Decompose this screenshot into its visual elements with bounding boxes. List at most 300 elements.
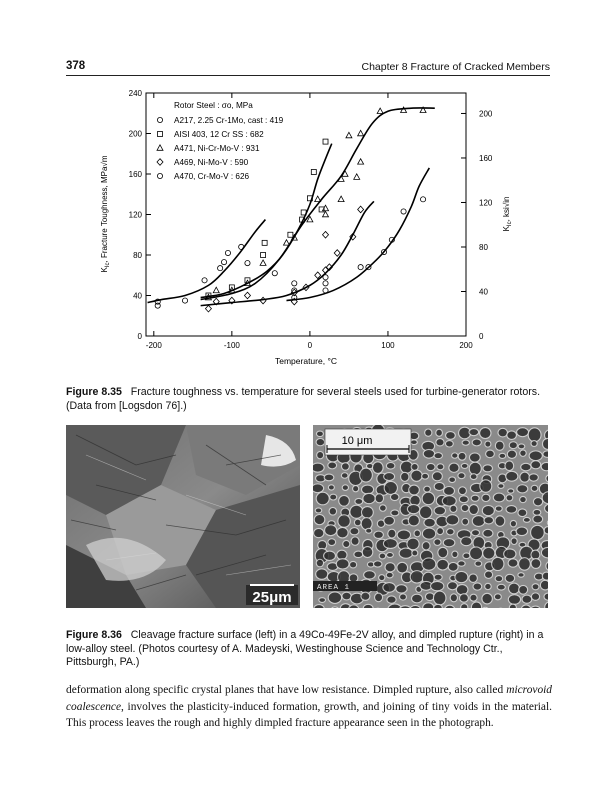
dimpled-rupture-photo xyxy=(313,425,548,608)
dimple xyxy=(497,584,505,590)
left-photo-scale: 25μm xyxy=(252,589,292,606)
dimple xyxy=(483,465,493,472)
cleavage-fracture-photo xyxy=(66,425,300,608)
data-point-series-3 xyxy=(283,240,289,246)
dimple xyxy=(386,462,395,469)
dimple xyxy=(443,539,455,547)
dimple xyxy=(408,515,419,526)
body-text-emphasis: microvoid coalescence xyxy=(66,684,552,713)
dimple xyxy=(361,592,370,600)
dimple xyxy=(317,451,324,458)
data-point-series-3 xyxy=(346,132,352,138)
dimple xyxy=(363,493,375,503)
dimple xyxy=(533,509,541,515)
dimple xyxy=(531,525,545,539)
dimple xyxy=(412,550,418,556)
dimple xyxy=(461,537,472,546)
dimple xyxy=(422,492,434,504)
figure-8-36-caption xyxy=(66,629,552,670)
dimple xyxy=(499,453,506,458)
data-point-series-4 xyxy=(323,231,329,238)
dimple xyxy=(470,547,483,560)
dimple xyxy=(432,472,442,481)
dimple xyxy=(438,547,448,557)
dimple xyxy=(505,574,514,582)
dimple xyxy=(407,504,419,513)
dimple xyxy=(434,539,441,546)
dimple xyxy=(314,514,325,524)
dimple xyxy=(341,463,349,470)
dimple xyxy=(383,539,397,549)
dimple xyxy=(461,604,468,608)
figure-8-35-text: Fracture toughness vs. temperature for several steels used for turbine-generator rotors. (Data from [Logsdon 76].) xyxy=(66,386,541,412)
dimple xyxy=(407,538,419,550)
data-point-series-5 xyxy=(292,281,297,286)
dimple xyxy=(508,595,520,605)
dimple xyxy=(518,573,524,578)
dimple xyxy=(387,596,396,603)
data-point-series-5 xyxy=(323,281,328,286)
dimple xyxy=(391,510,399,516)
dimple xyxy=(330,494,337,500)
dimple xyxy=(319,598,326,603)
data-point-series-5 xyxy=(420,197,425,202)
data-point-series-2 xyxy=(323,139,328,144)
data-point-series-3 xyxy=(315,196,321,202)
dimple xyxy=(483,529,493,537)
dimple xyxy=(444,487,455,496)
dimple xyxy=(316,559,323,567)
dimple xyxy=(342,485,348,491)
dimple xyxy=(409,485,420,495)
dimple xyxy=(480,428,491,439)
data-point-series-5 xyxy=(323,275,328,280)
dimple xyxy=(508,559,518,567)
legend-marker-3 xyxy=(157,145,163,151)
legend-entry-3: A471, Ni-Cr-Mo-V : 931 xyxy=(174,144,260,153)
data-point-series-5 xyxy=(323,288,328,293)
dimple xyxy=(354,519,361,526)
legend-entry-5: A470, Cr-Mo-V : 626 xyxy=(174,172,250,181)
data-point-series-1 xyxy=(218,266,223,271)
dimple xyxy=(379,553,386,559)
dimple xyxy=(316,492,329,505)
y-tick-label-right: 0 xyxy=(479,332,484,341)
dimple xyxy=(360,468,373,482)
dimple xyxy=(492,557,504,570)
dimple xyxy=(506,471,518,481)
dimple xyxy=(455,571,468,582)
legend-entry-2: AISI 403, 12 Cr SS : 682 xyxy=(174,130,264,139)
dimple xyxy=(411,470,422,481)
dimple xyxy=(495,441,504,450)
legend-entry-1: A217, 2.25 Cr-1Mo, cast : 419 xyxy=(174,116,284,125)
dimple xyxy=(387,553,394,558)
y-tick-label-right: 40 xyxy=(479,287,488,297)
dimple xyxy=(482,593,492,604)
dimple xyxy=(452,551,458,557)
dimple xyxy=(436,439,444,446)
dimple xyxy=(425,429,432,436)
dimple xyxy=(351,537,359,545)
dimple xyxy=(509,442,517,449)
y-tick-label: 40 xyxy=(133,291,142,301)
dimple xyxy=(498,484,504,489)
dimple xyxy=(447,529,455,535)
dimple xyxy=(495,516,505,527)
page-number: 378 xyxy=(66,60,86,72)
legend-marker-1 xyxy=(157,117,162,122)
dimple xyxy=(314,528,324,537)
data-point-series-1 xyxy=(221,259,226,264)
dimple xyxy=(363,604,373,608)
fracture-toughness-chart xyxy=(0,0,613,380)
dimple xyxy=(482,505,494,515)
dimple xyxy=(504,549,516,559)
x-axis-label: Temperature, °C xyxy=(275,356,337,366)
dimple xyxy=(506,495,513,501)
dimple xyxy=(458,452,466,460)
dimple xyxy=(485,583,492,589)
dimple xyxy=(448,562,458,571)
dimple xyxy=(412,594,423,603)
dimple xyxy=(506,506,517,514)
dimple xyxy=(469,453,480,462)
dimple xyxy=(543,451,548,458)
dimple xyxy=(507,431,517,439)
dimple xyxy=(456,585,468,595)
y-tick-label: 120 xyxy=(128,210,142,220)
dimple xyxy=(511,538,517,545)
x-tick-label: -100 xyxy=(223,341,240,350)
dimple xyxy=(462,440,469,445)
body-text-part-2: , involves the plasticity-induced formation, growth, and joining of tiny voids in the material. This process leaves the rough and highly dimpled fracture appearance seen in the photograph. xyxy=(66,700,552,729)
dimple xyxy=(452,453,458,458)
dimple xyxy=(509,604,516,608)
data-point-series-4 xyxy=(358,206,364,213)
dimple xyxy=(493,493,504,502)
dimple xyxy=(495,506,502,511)
data-point-series-3 xyxy=(377,108,383,114)
dimple xyxy=(362,547,373,558)
dimple xyxy=(375,593,383,602)
dimple xyxy=(437,559,449,570)
data-point-series-1 xyxy=(272,271,277,276)
dimple xyxy=(361,518,372,530)
dimple xyxy=(540,580,548,590)
y-tick-label: 200 xyxy=(128,129,142,139)
dimple xyxy=(422,558,436,570)
legend-entry-4: A469, Ni-Mo-V : 590 xyxy=(174,158,249,167)
dimple xyxy=(364,571,376,579)
x-tick-label: -200 xyxy=(145,341,162,350)
dimple xyxy=(316,439,325,446)
dimple xyxy=(516,527,528,536)
dimple xyxy=(459,594,468,602)
dimple xyxy=(475,561,482,566)
dimple xyxy=(431,581,444,590)
dimple xyxy=(461,463,468,468)
dimple xyxy=(484,517,494,524)
data-point-series-3 xyxy=(260,260,266,266)
sem-area-label: AREA 1 xyxy=(317,584,351,592)
dimple xyxy=(507,450,516,458)
dimple xyxy=(469,462,481,475)
body-paragraph xyxy=(66,682,552,732)
dimple xyxy=(472,530,480,536)
data-point-series-2 xyxy=(262,240,267,245)
dimple xyxy=(337,527,348,537)
y-tick-label-right: 160 xyxy=(479,153,493,163)
dimple xyxy=(339,495,350,506)
dimple xyxy=(325,525,337,536)
data-point-series-5 xyxy=(358,265,363,270)
dimple xyxy=(341,473,348,479)
y-tick-label-right: 120 xyxy=(479,198,493,208)
dimple xyxy=(343,540,350,547)
dimple xyxy=(542,438,548,449)
dimple xyxy=(470,594,477,601)
dimple xyxy=(350,528,359,535)
dimple xyxy=(495,576,503,582)
y-axis-label: $K_{Ic}$, Fracture Toughness, MPa√m xyxy=(100,155,111,273)
data-point-series-2 xyxy=(288,232,293,237)
dimple xyxy=(422,528,435,539)
dimple xyxy=(533,515,543,523)
legend-marker-5 xyxy=(157,173,162,178)
dimple xyxy=(449,477,456,483)
dimple xyxy=(411,440,418,445)
dimple xyxy=(520,496,527,502)
dimple xyxy=(313,463,324,472)
dimple xyxy=(446,432,456,440)
dimple xyxy=(379,505,386,511)
dimple xyxy=(541,462,548,470)
legend-title: Rotor Steel : σo, MPa xyxy=(174,101,253,110)
dimple xyxy=(469,505,478,515)
dimple xyxy=(434,604,443,608)
dimple xyxy=(396,585,407,593)
dimple xyxy=(434,574,442,580)
dimple xyxy=(450,594,457,602)
dimple xyxy=(379,575,385,581)
dimple xyxy=(316,569,328,580)
dimple xyxy=(401,472,409,481)
dimple xyxy=(508,583,519,594)
dimple xyxy=(366,528,372,533)
dimple xyxy=(362,485,374,494)
figure-8-36-text: Cleavage fracture surface (left) in a 49Co-49Fe-2V alloy, and dimpled rupture (right) in a low-alloy steel. (Photos courtesy of A. Madeyski, Westinghouse Science and Technology Ctr., Pittsburgh, PA.) xyxy=(66,629,544,668)
dimple xyxy=(446,515,459,525)
dimple xyxy=(472,439,481,446)
dimple xyxy=(469,429,479,436)
dimple xyxy=(461,504,469,511)
dimple xyxy=(384,473,395,481)
trend-curve-1 xyxy=(148,220,266,303)
dimple xyxy=(414,530,420,537)
dimple xyxy=(494,594,501,600)
dimple xyxy=(531,606,540,608)
data-point-series-3 xyxy=(213,287,219,293)
dimple xyxy=(419,506,431,519)
dimple xyxy=(361,507,373,519)
dimple xyxy=(529,451,542,461)
dimple xyxy=(523,517,530,522)
dimple xyxy=(437,464,444,470)
data-point-series-1 xyxy=(202,278,207,283)
legend-marker-2 xyxy=(158,132,163,137)
dimple xyxy=(522,595,532,603)
dimple xyxy=(350,561,357,568)
dimple xyxy=(434,482,444,490)
dimple xyxy=(436,429,443,436)
data-point-series-1 xyxy=(182,298,187,303)
dimple xyxy=(482,494,490,501)
data-point-series-1 xyxy=(239,244,244,249)
figure-8-36-label: Figure 8.36 xyxy=(66,629,122,641)
dimple xyxy=(336,559,349,569)
dimple xyxy=(384,516,395,525)
dimple xyxy=(397,530,410,540)
dimple xyxy=(400,594,407,600)
dimple xyxy=(434,506,445,514)
figure-8-35-label: Figure 8.35 xyxy=(66,386,122,398)
dimple xyxy=(458,487,466,495)
dimple xyxy=(425,593,434,601)
dimple xyxy=(423,449,434,458)
dimple xyxy=(315,508,322,513)
dimple xyxy=(410,571,423,583)
dimple xyxy=(532,584,539,590)
dimple xyxy=(521,463,531,470)
dimple xyxy=(463,553,470,559)
dimple xyxy=(450,505,457,512)
x-tick-label: 0 xyxy=(307,341,313,350)
data-point-series-4 xyxy=(334,250,340,257)
y-tick-label-right: 80 xyxy=(479,242,488,252)
data-point-series-4 xyxy=(205,305,211,312)
dimple xyxy=(470,474,477,480)
y-axis-label-right: $K_{Ic}$, ksi√in xyxy=(502,196,513,232)
dimple xyxy=(328,485,334,490)
dimple xyxy=(388,529,396,538)
dimple xyxy=(531,441,537,447)
dimple xyxy=(445,441,453,447)
dimple xyxy=(531,593,539,600)
legend-marker-4 xyxy=(157,159,163,166)
dimple xyxy=(485,441,491,447)
dimple xyxy=(385,563,395,572)
dimple xyxy=(531,485,538,491)
dimple xyxy=(517,485,528,493)
data-point-series-1 xyxy=(225,250,230,255)
data-point-series-3 xyxy=(354,174,360,180)
dimple xyxy=(459,496,468,503)
trend-curve-5 xyxy=(286,168,429,301)
data-point-series-4 xyxy=(244,292,250,299)
dimple xyxy=(483,547,495,559)
dimple xyxy=(355,498,363,504)
dimple xyxy=(353,486,359,492)
data-point-series-2 xyxy=(261,253,266,258)
right-photo-scale: 10 μm xyxy=(341,435,373,447)
data-point-series-3 xyxy=(358,130,364,136)
dimple xyxy=(328,539,336,546)
dimple xyxy=(316,431,323,437)
dimple xyxy=(531,461,541,469)
figure-8-35-caption xyxy=(66,386,552,413)
x-tick-label: 200 xyxy=(459,341,473,350)
dimple xyxy=(383,583,396,593)
dimple xyxy=(528,428,541,442)
dimple xyxy=(328,592,341,603)
dimple xyxy=(324,551,336,560)
dimple xyxy=(505,461,514,471)
dimple xyxy=(510,520,516,526)
body-text-part-1: deformation along specific crystal planes that have low resistance. Dimpled rupture, also called xyxy=(66,684,507,696)
y-tick-label: 160 xyxy=(128,170,142,179)
dimple xyxy=(424,486,431,492)
dimple xyxy=(399,548,413,558)
dimple xyxy=(411,463,418,470)
dimple xyxy=(313,484,324,493)
data-point-series-5 xyxy=(401,209,406,214)
dimple xyxy=(471,602,481,608)
dimple xyxy=(354,551,363,558)
dimple xyxy=(472,516,485,527)
dimple xyxy=(520,472,530,482)
data-point-series-3 xyxy=(338,196,344,202)
dimple xyxy=(533,498,542,506)
dimple xyxy=(518,444,525,449)
dimple xyxy=(338,515,350,527)
dimple xyxy=(542,572,548,580)
dimple xyxy=(473,583,482,590)
trend-curve-4 xyxy=(201,201,374,305)
data-point-series-3 xyxy=(358,159,364,165)
dimple xyxy=(329,507,337,515)
dimple xyxy=(442,496,456,506)
dimple xyxy=(529,474,538,481)
dimple xyxy=(449,463,459,472)
dimple xyxy=(485,571,493,579)
dimple xyxy=(519,585,528,594)
dimple xyxy=(458,473,465,479)
chapter-title: Chapter 8 Fracture of Cracked Members xyxy=(361,61,550,73)
data-point-series-3 xyxy=(323,205,329,211)
dimple xyxy=(519,558,531,571)
y-tick-label: 80 xyxy=(133,251,142,260)
y-tick-label: 240 xyxy=(128,89,142,98)
dimple xyxy=(349,574,358,582)
dimple xyxy=(328,462,337,469)
dimple xyxy=(433,591,446,605)
dimple xyxy=(375,494,383,503)
dimple xyxy=(423,603,434,608)
dimple xyxy=(547,520,548,526)
dimple xyxy=(422,473,429,479)
dimple xyxy=(437,528,444,535)
dimple xyxy=(424,518,436,527)
dimple xyxy=(426,463,435,470)
y-tick-label-right: 200 xyxy=(479,109,493,119)
dimple xyxy=(486,450,495,458)
dimple xyxy=(373,561,382,567)
dimple xyxy=(374,531,384,538)
dimple xyxy=(518,509,527,517)
dimple xyxy=(471,495,479,501)
dimple xyxy=(508,489,514,493)
